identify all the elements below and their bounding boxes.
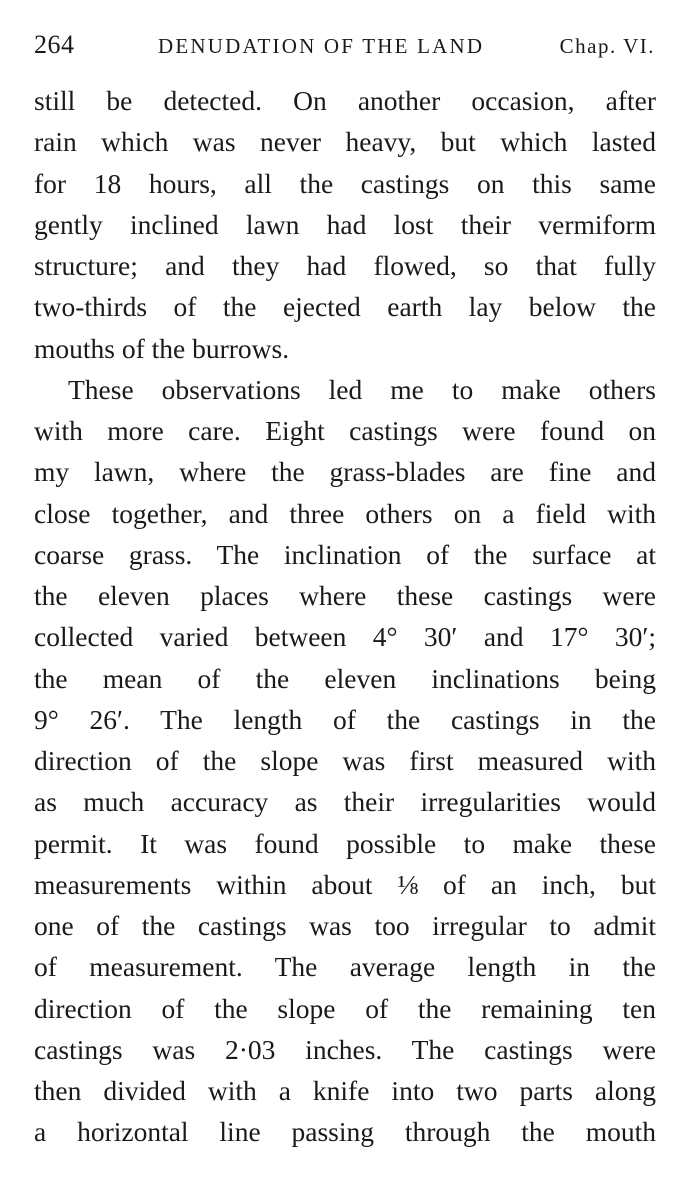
text-line: two-thirds of the ejected earth lay below the: [34, 291, 656, 323]
text-line: rain which was never heavy, but which lasted: [34, 126, 656, 158]
text-line: collected varied between 4° 30′ and 17° 30′;: [34, 621, 656, 653]
text-line: close together, and three others on a field with: [34, 497, 656, 529]
text-line: the eleven places where these castings were: [34, 580, 656, 611]
text-line: of measurement. The average length in the: [34, 951, 656, 983]
chapter-label: Chap. VI.: [559, 34, 655, 58]
text-line: a horizontal line passing through the mouth: [34, 1116, 656, 1148]
text-line: then divided with a knife into two parts along: [34, 1075, 656, 1106]
text-line: still be detected. On another occasion, after: [34, 85, 656, 116]
text-line: measurements within about ⅛ of an inch, but: [34, 868, 656, 900]
page-number: 264: [34, 30, 75, 59]
running-title: DENUDATION OF THE LAND: [158, 34, 485, 58]
text-line: These observations led me to make others: [68, 373, 656, 405]
text-line: my lawn, where the grass-blades are fine and: [34, 456, 656, 488]
text-line: structure; and they had flowed, so that fully: [34, 250, 656, 281]
text-line: coarse grass. The inclination of the surface at: [34, 538, 656, 570]
text-line: gently inclined lawn had lost their vermiform: [34, 208, 656, 240]
text-line: direction of the slope was first measured with: [34, 745, 656, 776]
text-line: with more care. Eight castings were found on: [34, 415, 656, 446]
text-line: mouths of the burrows.: [34, 332, 290, 364]
running-header: [34, 30, 655, 62]
text-line: as much accuracy as their irregularities would: [34, 786, 656, 818]
text-line: 9° 26′. The length of the castings in the: [34, 703, 656, 735]
text-line: for 18 hours, all the castings on this same: [34, 167, 656, 199]
text-line: permit. It was found possible to make these: [34, 827, 656, 859]
text-line: the mean of the eleven inclinations being: [34, 662, 656, 694]
text-line: one of the castings was too irregular to admit: [34, 910, 656, 941]
body-text: [34, 80, 656, 1153]
text-line: castings was 2·03 inches. The castings were: [34, 1033, 656, 1065]
text-line: direction of the slope of the remaining ten: [34, 992, 656, 1024]
